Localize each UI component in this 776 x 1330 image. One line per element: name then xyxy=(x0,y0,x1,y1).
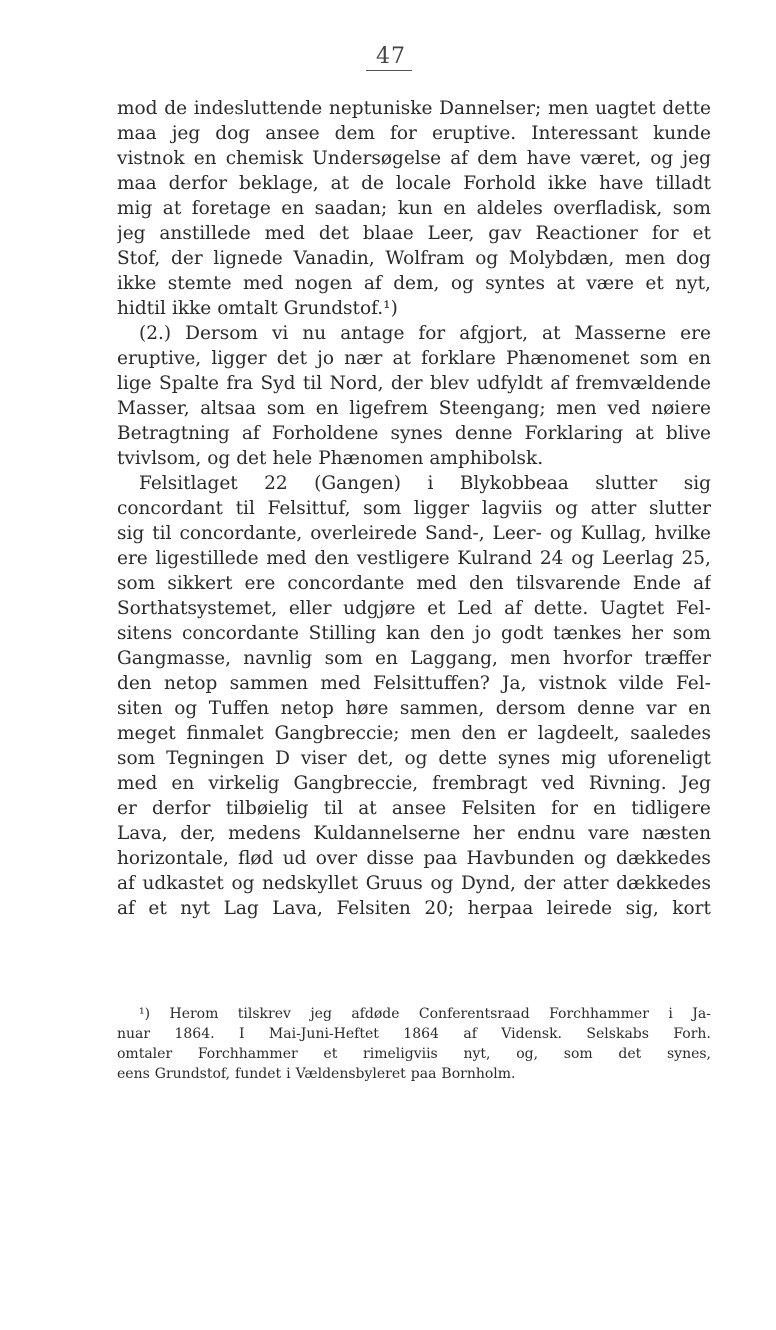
text-line: er derfor tilbøielig til at ansee Felsiten for en tidligere xyxy=(117,798,711,819)
text-line: ere ligestillede med den vestligere Kulrand 24 og Leerlag 25, xyxy=(117,548,711,569)
text-line: sitens concordante Stilling kan den jo godt tænkes her som xyxy=(117,623,711,644)
text-line: Gangmasse, navnlig som en Laggang, men hvorfor træffer xyxy=(117,648,711,669)
text-line: meget finmalet Gangbreccie; men den er lagdeelt, saaledes xyxy=(117,723,711,744)
footnote-line: ¹) Herom tilskrev jeg afdøde Conferentsraad Forchhammer i Ja- xyxy=(139,1006,711,1022)
text-line: Betragtning af Forholdene synes denne Forklaring at blive xyxy=(117,423,711,444)
text-line: vistnok en chemisk Undersøgelse af dem have været, og jeg xyxy=(117,148,711,169)
text-line: hidtil ikke omtalt Grundstof.¹) xyxy=(117,298,398,319)
text-line: lige Spalte fra Syd til Nord, der blev udfyldt af fremvældende xyxy=(117,373,711,394)
text-line: horizontale, flød ud over disse paa Havbunden og dækkedes xyxy=(117,848,711,869)
text-line: siten og Tuffen netop høre sammen, dersom denne var en xyxy=(117,698,711,719)
page-number-rule xyxy=(366,70,412,71)
text-line: ikke stemte med nogen af dem, og syntes at være et nyt, xyxy=(117,273,711,294)
footnote-line: eens Grundstof, fundet i Vældensbyleret paa Bornholm. xyxy=(117,1066,516,1082)
text-line: mig at foretage en saadan; kun en aldeles overfladisk, som xyxy=(117,198,711,219)
text-line: concordant til Felsittuf, som ligger lagviis og atter slutter xyxy=(117,498,711,519)
page-number: 47 xyxy=(376,44,406,69)
text-line: af et nyt Lag Lava, Felsiten 20; herpaa leirede sig, kort xyxy=(117,898,711,919)
text-line: tvivlsom, og det hele Phænomen amphibolsk. xyxy=(117,448,544,469)
text-line: mod de indesluttende neptuniske Dannelser; men uagtet dette xyxy=(117,98,711,119)
footnote-line: nuar 1864. I Mai-Juni-Heftet 1864 af Vidensk. Selskabs Forh. xyxy=(117,1026,711,1042)
footnote-line: omtaler Forchhammer et rimeligviis nyt, og, som det synes, xyxy=(117,1046,711,1062)
text-line: Masser, altsaa som en ligefrem Steengang; men ved nøiere xyxy=(117,398,711,419)
text-line: Stof, der lignede Vanadin, Wolfram og Molybdæn, men dog xyxy=(117,248,711,269)
footnote xyxy=(117,1004,711,1084)
text-line: eruptive, ligger det jo nær at forklare Phænomenet som en xyxy=(117,348,711,369)
text-line: jeg anstillede med det blaae Leer, gav Reactioner for et xyxy=(117,223,711,244)
text-line: den netop sammen med Felsittuffen? Ja, vistnok vilde Fel- xyxy=(117,673,711,694)
text-line: Lava, der, medens Kuldannelserne her endnu vare næsten xyxy=(117,823,711,844)
text-line: af udkastet og nedskyllet Gruus og Dynd, der atter dækkedes xyxy=(117,873,711,894)
text-line: som Tegningen D viser det, og dette synes mig uforeneligt xyxy=(117,748,711,769)
text-line: Sorthatsystemet, eller udgjøre et Led af dette. Uagtet Fel- xyxy=(117,598,711,619)
text-line: Felsitlaget 22 (Gangen) i Blykobbeaa slutter sig xyxy=(139,473,711,494)
main-text xyxy=(117,96,711,921)
text-line: (2.) Dersom vi nu antage for afgjort, at Masserne ere xyxy=(139,323,711,344)
text-line: maa jeg dog ansee dem for eruptive. Interessant kunde xyxy=(117,123,711,144)
text-line: sig til concordante, overleirede Sand-, Leer- og Kullag, hvilke xyxy=(117,523,711,544)
text-line: maa derfor beklage, at de locale Forhold ikke have tilladt xyxy=(117,173,711,194)
text-line: som sikkert ere concordante med den tilsvarende Ende af xyxy=(117,573,711,594)
text-line: med en virkelig Gangbreccie, frembragt ved Rivning. Jeg xyxy=(117,773,711,794)
